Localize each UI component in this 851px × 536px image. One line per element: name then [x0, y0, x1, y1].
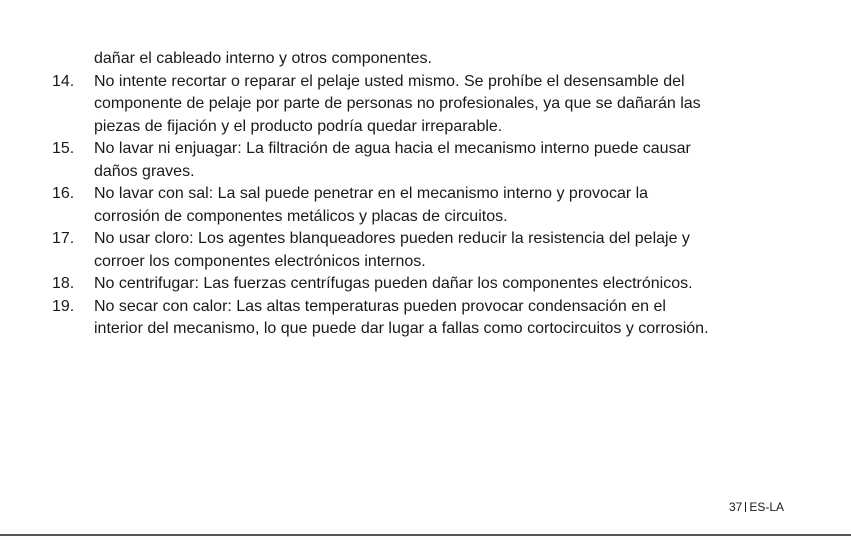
item-number: 19.	[52, 297, 75, 315]
page-number: 37	[728, 500, 743, 514]
list-item	[52, 138, 802, 183]
item-line: No usar cloro: Los agentes blanqueadores pueden reducir la resistencia del pelaje y	[94, 230, 690, 247]
item-line: No lavar con sal: La sal puede penetrar en el mecanismo interno y provocar la	[94, 185, 649, 202]
item-number: 16.	[52, 185, 75, 202]
list-item	[52, 296, 802, 341]
item-line: interior del mecanismo, lo que puede dar lugar a fallas como cortocircuitos y corrosión.	[94, 320, 709, 337]
item-line: corrosión de componentes metálicos y placas de circuitos.	[94, 207, 508, 225]
page-footer	[729, 499, 784, 515]
list-item	[52, 273, 802, 296]
item-line: corroer los componentes electrónicos internos.	[94, 252, 426, 270]
page-content	[52, 48, 802, 341]
instruction-list	[52, 71, 802, 341]
item-line: daños graves.	[94, 162, 195, 180]
list-item	[52, 71, 802, 139]
item-number: 15.	[52, 140, 75, 157]
footer-separator	[745, 502, 746, 512]
item-line: piezas de fijación y el producto podría quedar irreparable.	[94, 117, 503, 135]
item-line: No lavar ni enjuagar: La filtración de agua hacia el mecanismo interno puede causar	[94, 140, 691, 157]
item-line: No secar con calor: Las altas temperaturas pueden provocar condensación en el	[94, 297, 666, 315]
list-item	[52, 228, 802, 273]
item-line: No intente recortar o reparar el pelaje usted mismo. Se prohíbe el desensamble del	[94, 72, 685, 90]
item-number: 18.	[52, 275, 75, 292]
list-item	[52, 183, 802, 228]
item-line: No centrifugar: Las fuerzas centrífugas pueden dañar los componentes electrónicos.	[94, 275, 693, 292]
locale-label: ES-LA	[749, 500, 784, 514]
continuation-text: dañar el cableado interno y otros componentes.	[94, 50, 432, 67]
item-line: componente de pelaje por parte de personas no profesionales, ya que se dañarán las	[94, 95, 701, 112]
item-number: 14.	[52, 72, 75, 90]
item-number: 17.	[52, 230, 75, 247]
